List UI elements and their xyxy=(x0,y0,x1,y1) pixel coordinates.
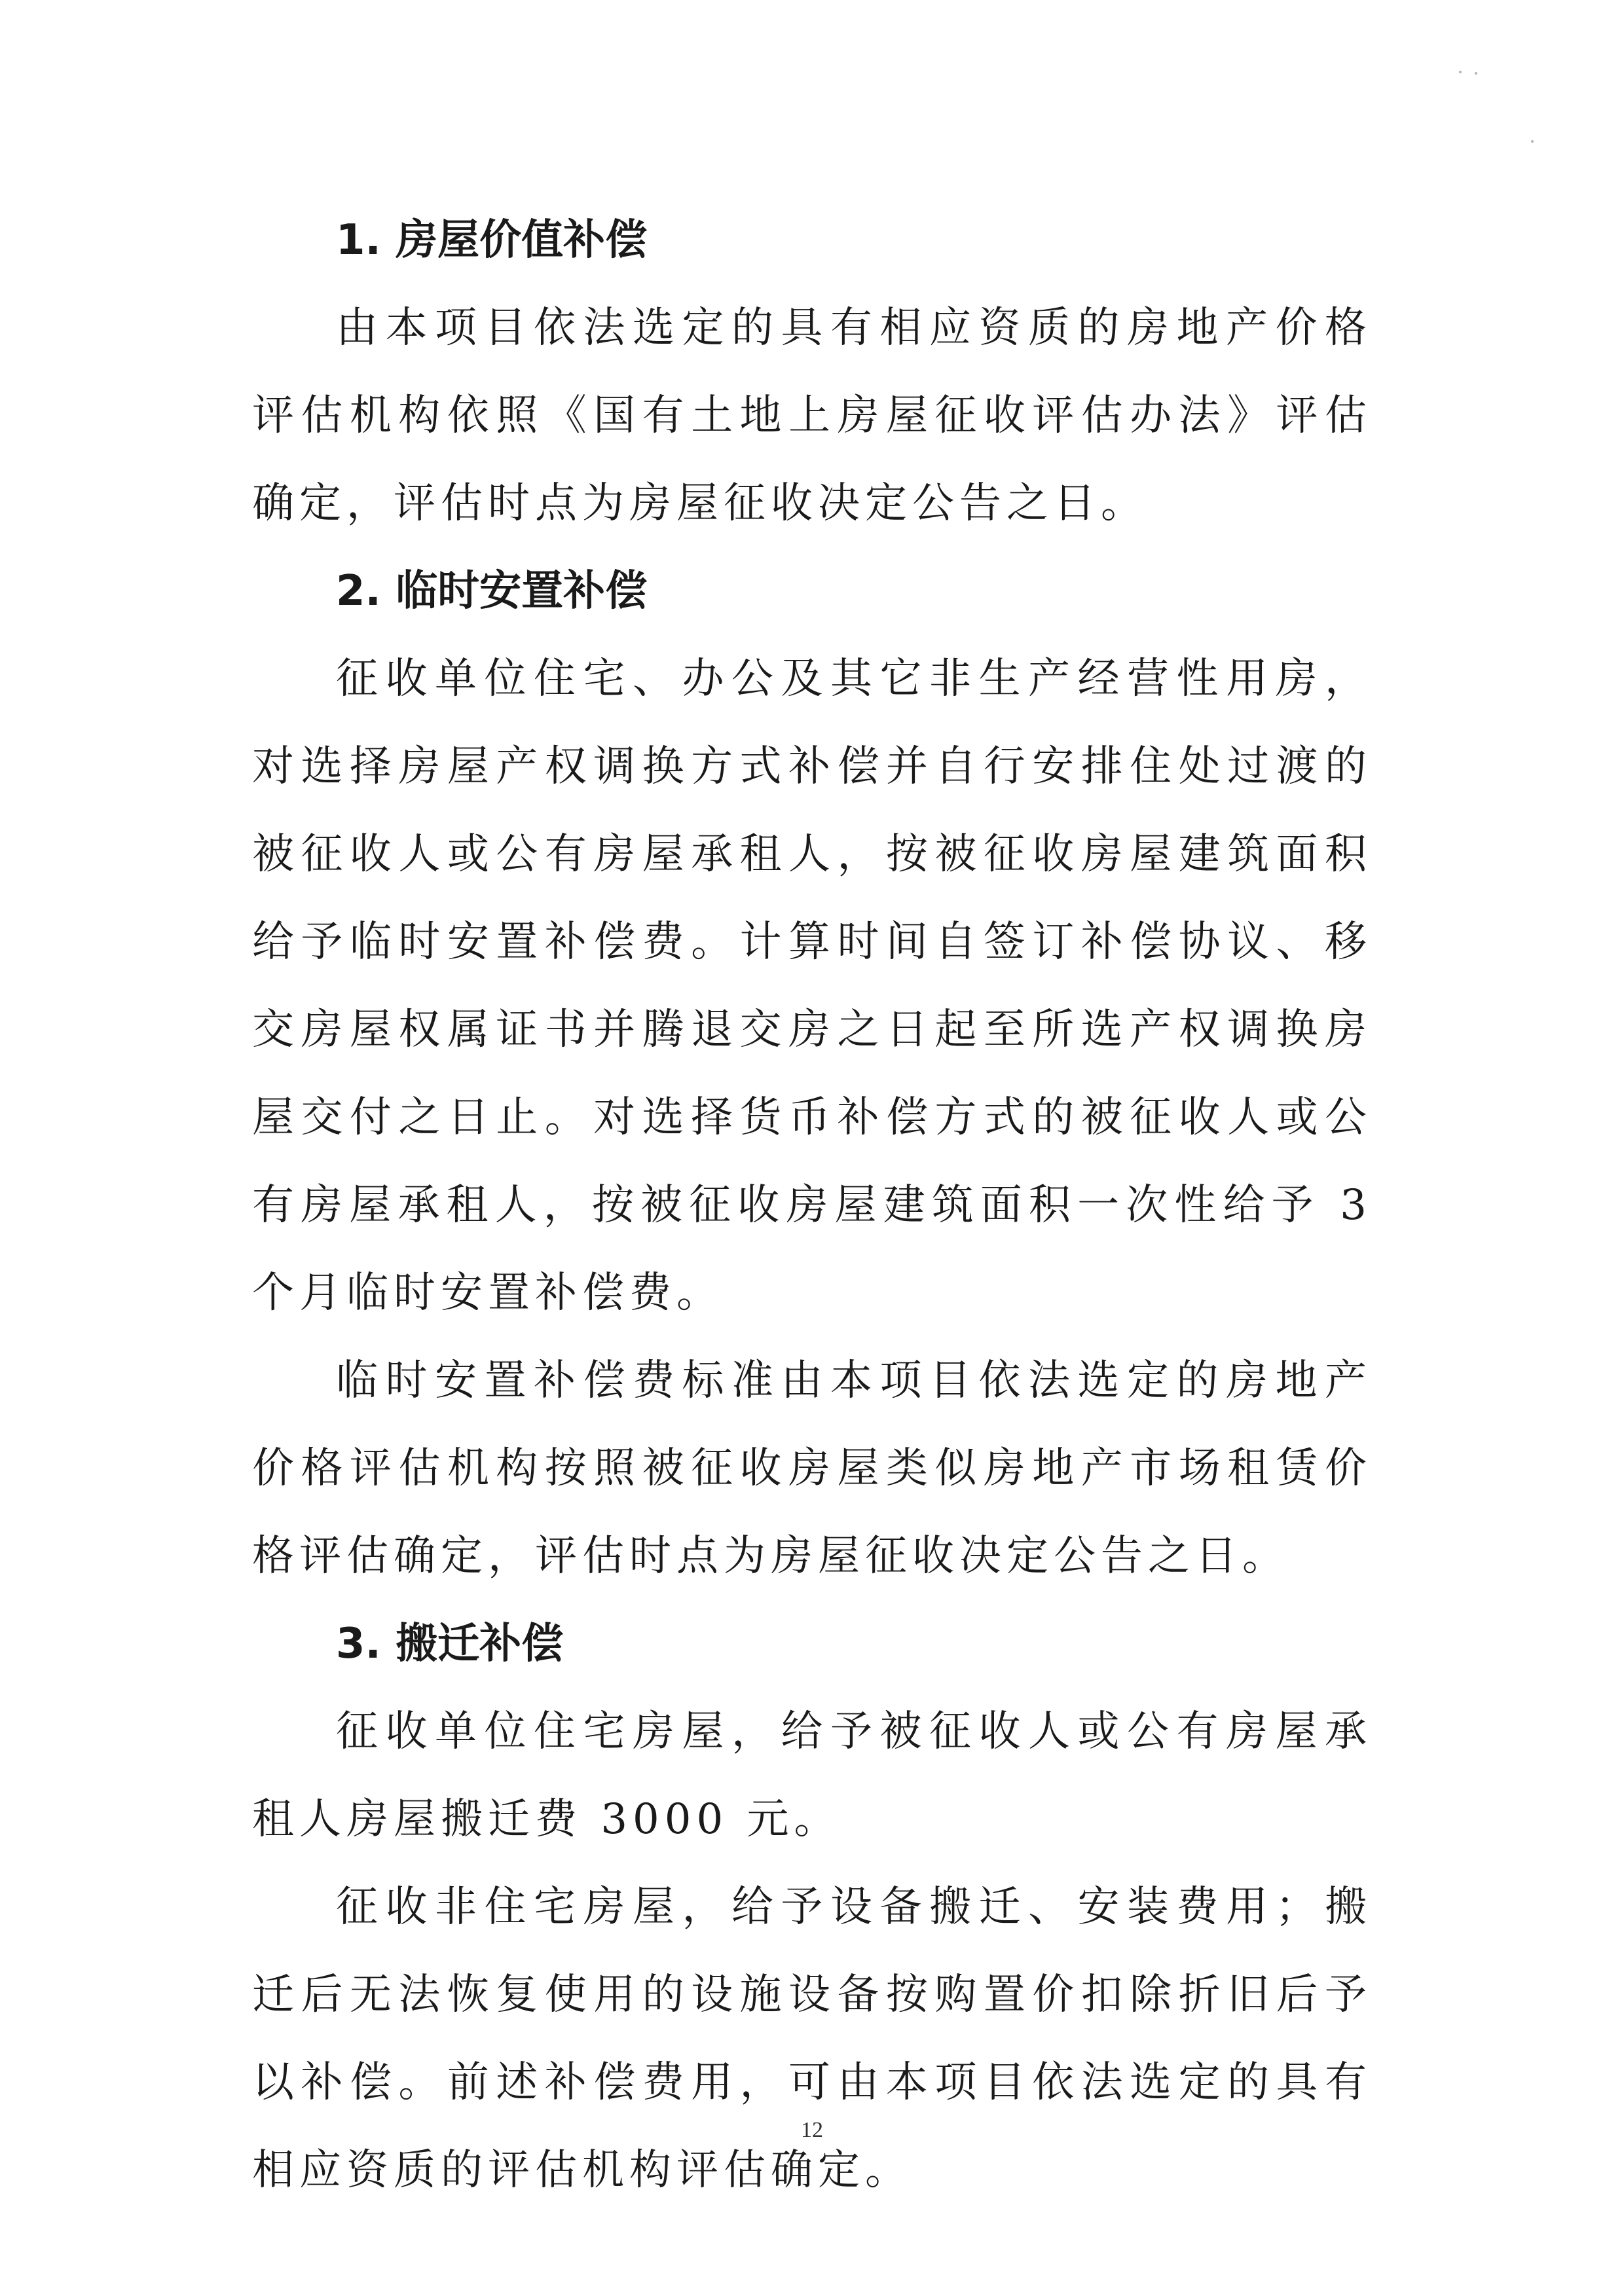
document-body xyxy=(252,196,1372,2214)
paragraph-relocation-non-residential: 征收非住宅房屋，给予设备搬迁、安装费用；搬迁后无法恢复使用的设施设备按购置价扣除折旧后予以补偿。前述补偿费用，可由本项目依法选定的具有相应资质的评估机构评估确定。 xyxy=(252,1883,1372,2195)
scan-speck xyxy=(1475,72,1477,75)
section-heading-relocation: 3. 搬迁补偿 xyxy=(336,1620,564,1668)
paragraph-house-value: 由本项目依法选定的具有相应资质的房地产价格评估机构依照《国有土地上房屋征收评估办法》评估确定，评估时点为房屋征收决定公告之日。 xyxy=(252,304,1372,528)
scan-speck xyxy=(1459,71,1462,73)
section-heading-temporary-resettlement: 2. 临时安置补偿 xyxy=(336,567,648,615)
paragraph-relocation-residential: 征收单位住宅房屋，给予被征收人或公有房屋承租人房屋搬迁费 3000 元。 xyxy=(252,1707,1372,1844)
paragraph-temporary-resettlement-standard: 临时安置补偿费标准由本项目依法选定的房地产价格评估机构按照被征收房屋类似房地产市场租赁价格评估确定，评估时点为房屋征收决定公告之日。 xyxy=(252,1357,1372,1580)
paragraph-temporary-resettlement: 征收单位住宅、办公及其它非生产经营性用房，对选择房屋产权调换方式补偿并自行安排住处过渡的被征收人或公有房屋承租人，按被征收房屋建筑面积给予临时安置补偿费。计算时间自签订补偿协议、移交房屋权属证书并腾退交房之日起至所选产权调换房屋交付之日止。对选择货币补偿方式的被征收人或公有房屋承租人，按被征收房屋建筑面积一次性给予 3 个月临时安置补偿费。 xyxy=(252,655,1372,1317)
section-heading-house-value: 1. 房屋价值补偿 xyxy=(336,216,648,264)
page-number: 12 xyxy=(801,2118,823,2142)
scan-speck xyxy=(1531,140,1534,143)
